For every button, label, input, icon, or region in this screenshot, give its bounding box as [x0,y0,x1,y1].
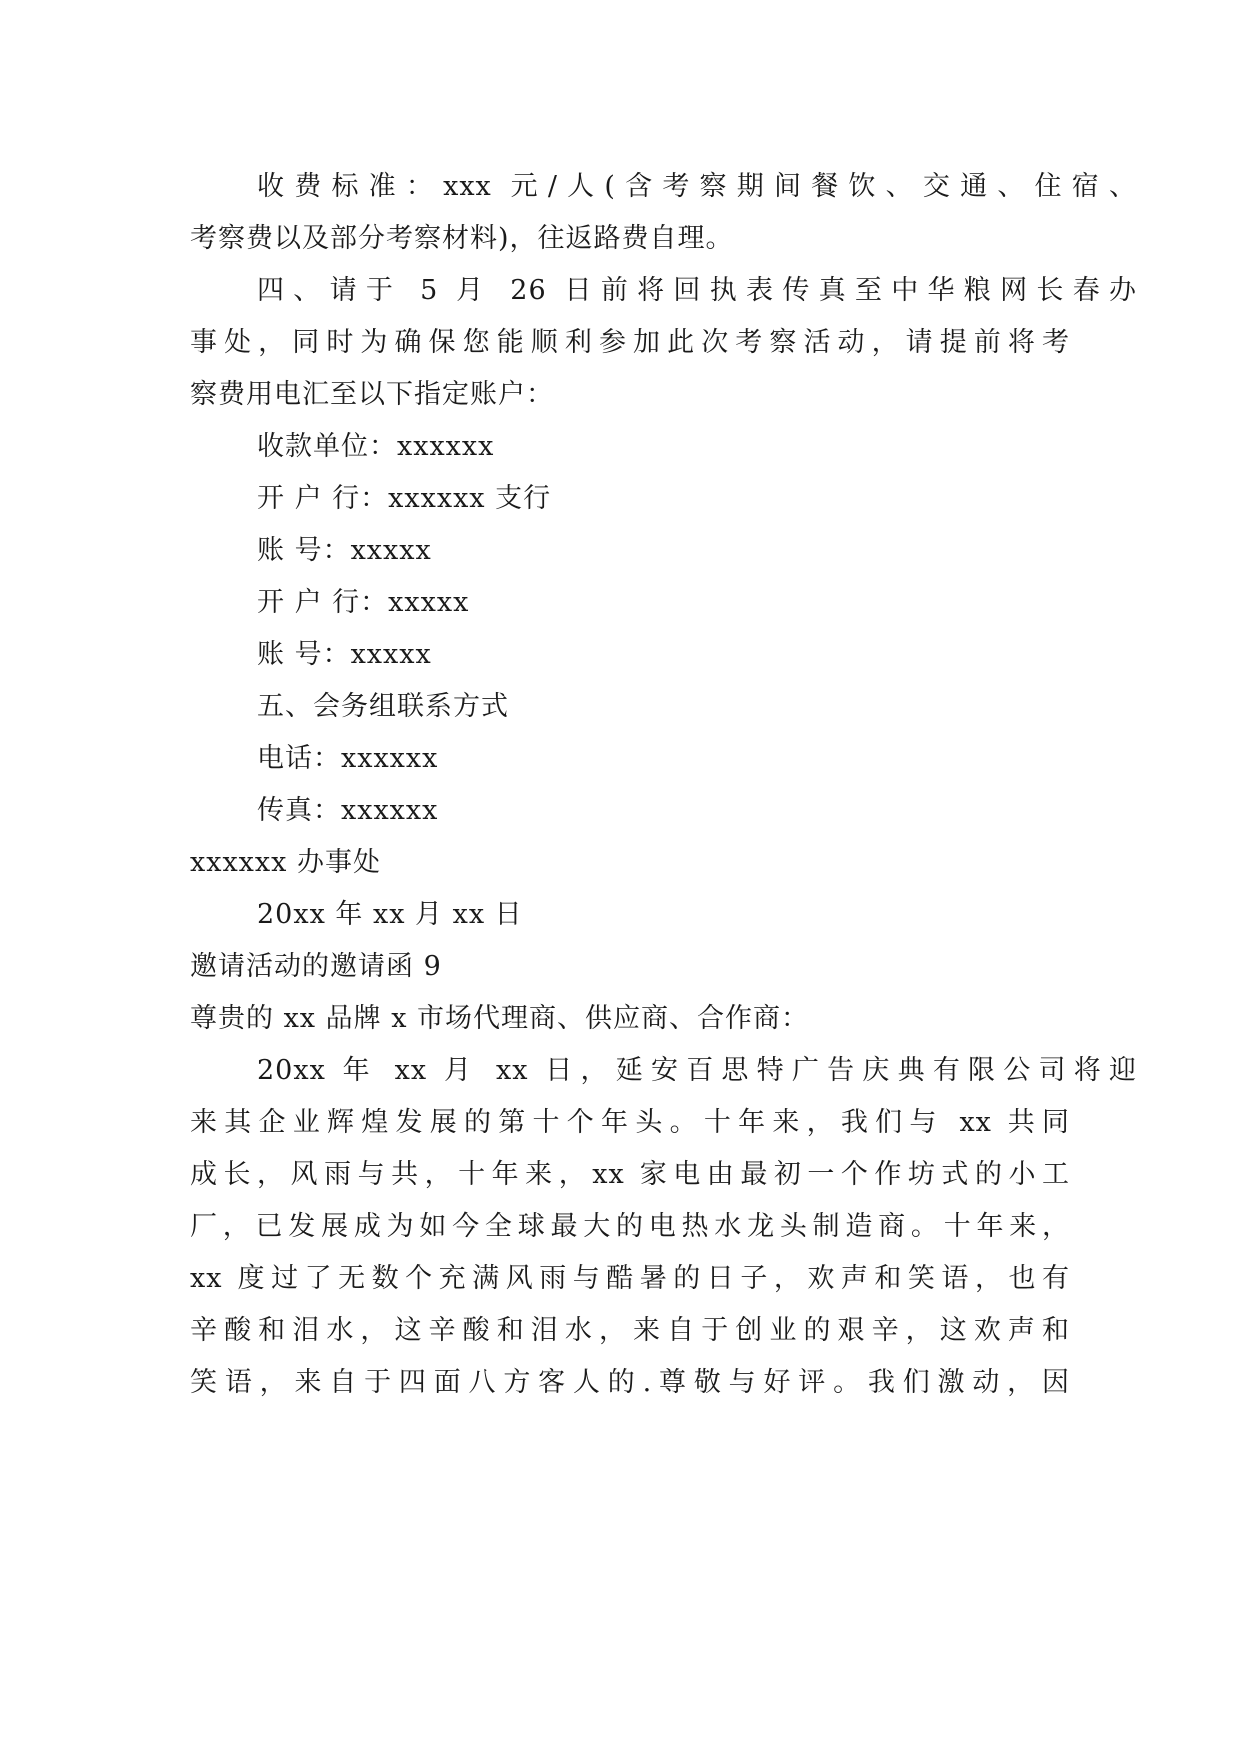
phone-line: 电话：xxxxxx [257,743,439,774]
office-signature: xxxxxx 办事处 [190,847,381,878]
section-four-line-3: 察费用电汇至以下指定账户： [190,379,554,410]
fax-line: 传真：xxxxxx [257,795,439,826]
body-line-4: 厂，已发展成为如今全球最大的电热水龙头制造商。十年来， [190,1211,1070,1242]
fee-standard-line-2: 考察费以及部分考察材料)，往返路费自理。 [190,223,734,254]
bank-line-1: 开 户 行：xxxxxx 支行 [257,483,552,514]
body-line-2: 来其企业辉煌发展的第十个年头。十年来，我们与 xx 共同 [190,1107,1070,1138]
salutation-line: 尊贵的 xx 品牌 x 市场代理商、供应商、合作商： [190,1003,810,1034]
section-five-heading: 五、会务组联系方式 [257,691,509,722]
body-line-3: 成长，风雨与共，十年来，xx 家电由最初一个作坊式的小工 [190,1159,1070,1190]
date-line: 20xx 年 xx 月 xx 日 [257,899,523,930]
account-line-1: 账 号：xxxxx [257,535,432,566]
fee-standard-line-1: 收费标准：xxx 元/人(含考察期间餐饮、交通、住宿、 [257,171,1137,202]
body-line-6: 辛酸和泪水，这辛酸和泪水，来自于创业的艰辛，这欢声和 [190,1315,1070,1346]
body-line-7: 笑语，来自于四面八方客人的.尊敬与好评。我们激动，因 [190,1367,1070,1398]
body-line-1: 20xx 年 xx 月 xx 日，延安百思特广告庆典有限公司将迎 [257,1055,1137,1086]
bank-line-2: 开 户 行：xxxxx [257,587,470,618]
account-line-2: 账 号：xxxxx [257,639,432,670]
section-four-line-2: 事处，同时为确保您能顺利参加此次考察活动，请提前将考 [190,327,1070,358]
letter-heading: 邀请活动的邀请函 9 [190,951,442,982]
section-four-line-1: 四、请于 5 月 26 日前将回执表传真至中华粮网长春办 [257,275,1137,306]
body-line-5: xx 度过了无数个充满风雨与酷暑的日子，欢声和笑语，也有 [190,1263,1070,1294]
payee-line: 收款单位：xxxxxx [257,431,495,462]
